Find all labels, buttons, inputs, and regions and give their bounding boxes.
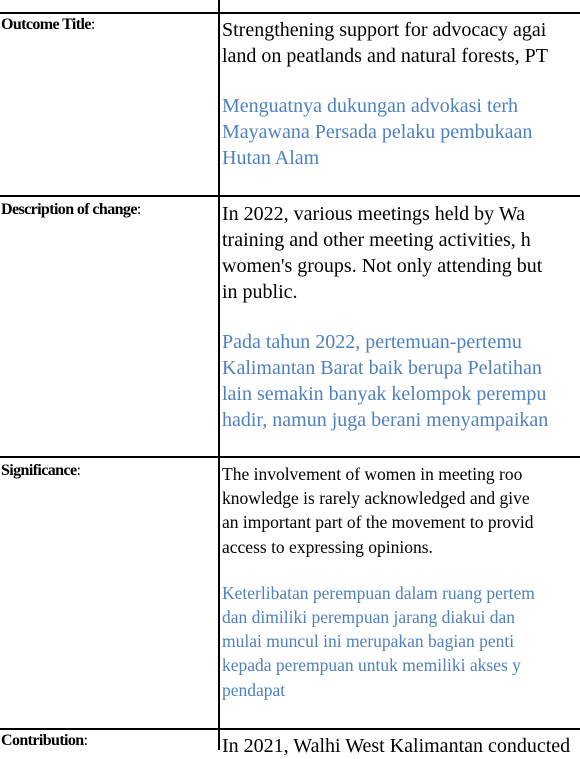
indonesian-line: Keterlibatan perempuan dalam ruang pertem: [222, 582, 535, 603]
indonesian-line: lain semakin banyak kelompok perempu: [222, 383, 547, 405]
significance-content: [222, 462, 580, 702]
english-line: women's groups. Not only attending but: [222, 255, 543, 277]
row-divider: [0, 728, 580, 730]
english-line: in public.: [222, 281, 298, 303]
contribution-content: [222, 733, 580, 759]
contribution-label: Contribution:: [1, 732, 88, 749]
description-content: [222, 201, 580, 433]
row-divider: [0, 12, 580, 14]
outcome-title-label: Outcome Title:: [1, 16, 95, 33]
description-label: Description of change:: [1, 201, 141, 218]
column-divider: [218, 0, 220, 750]
indonesian-line: dan dimiliki perempuan jarang diakui dan: [222, 607, 516, 628]
significance-label: Significance:: [1, 462, 81, 479]
row-divider: [0, 456, 580, 458]
indonesian-line: Mayawana Persada pelaku pembukaan: [222, 121, 533, 143]
outcome-title-content: [222, 17, 580, 171]
indonesian-line: pendapat: [222, 679, 286, 700]
english-line: Strengthening support for advocacy agai: [222, 19, 547, 41]
english-line: knowledge is rarely acknowledged and give: [222, 488, 530, 509]
english-line: access to expressing opinions.: [222, 536, 433, 557]
indonesian-line: Hutan Alam: [222, 147, 320, 169]
indonesian-line: mulai muncul ini merupakan bagian penti: [222, 631, 515, 652]
indonesian-line: Kalimantan Barat baik berupa Pelatihan: [222, 357, 542, 379]
indonesian-line: kepada perempuan untuk memiliki akses y: [222, 655, 521, 676]
indonesian-line: Pada tahun 2022, pertemuan-pertemu: [222, 331, 522, 353]
row-divider: [0, 195, 580, 197]
indonesian-line: hadir, namun juga berani menyampaikan: [222, 409, 549, 431]
english-line: land on peatlands and natural forests, PT: [222, 45, 549, 67]
english-line: In 2022, various meetings held by Wa: [222, 203, 525, 225]
indonesian-line: Menguatnya dukungan advokasi terh: [222, 95, 519, 117]
english-line: an important part of the movement to provid: [222, 512, 534, 533]
english-line: The involvement of women in meeting roo: [222, 464, 523, 484]
english-line: training and other meeting activities, h: [222, 229, 531, 251]
english-line: In 2021, Walhi West Kalimantan conducted: [222, 735, 571, 757]
